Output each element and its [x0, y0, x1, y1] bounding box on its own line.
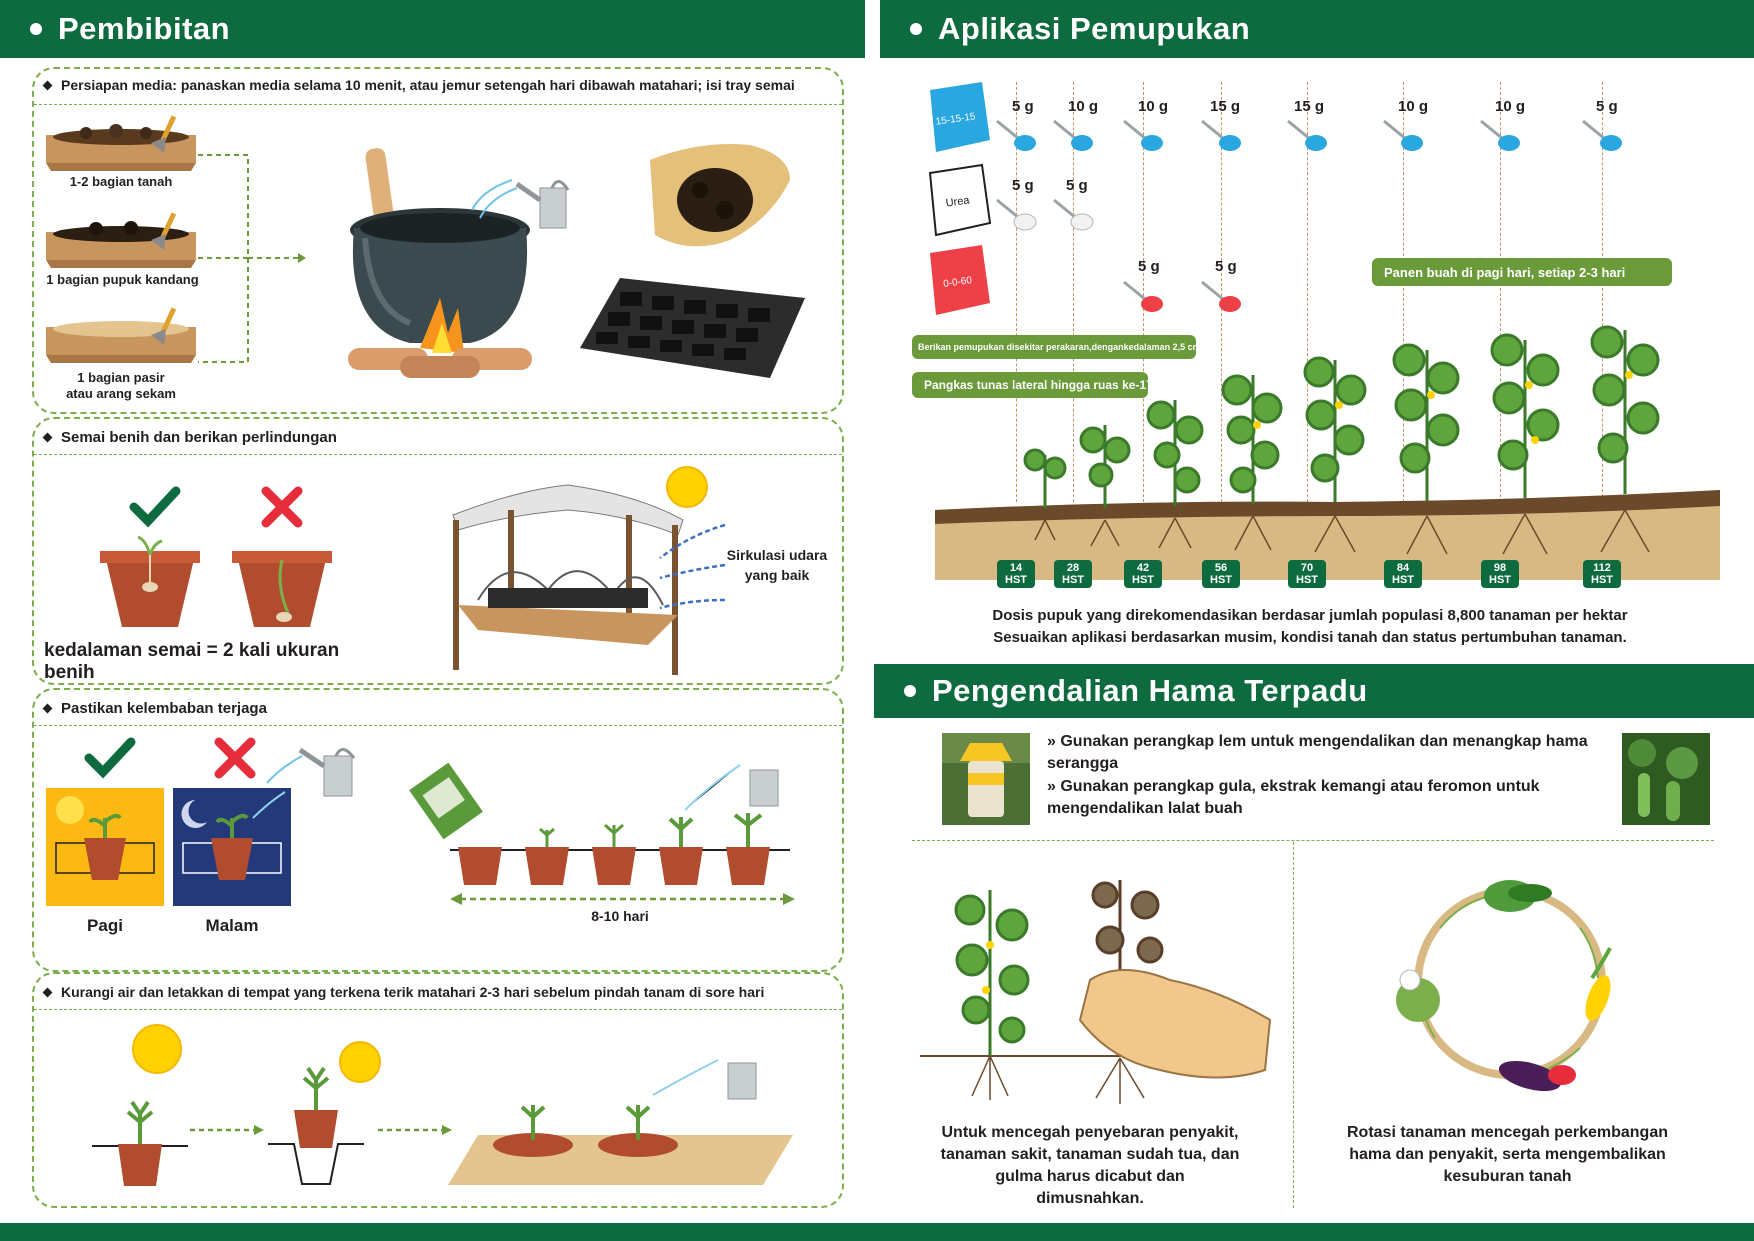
uprooting-plant-icon — [920, 870, 1275, 1110]
sticky-trap-tip: » Gunakan perangkap lem untuk mengendalikan dan menangkap hama serangga — [1047, 733, 1588, 772]
bullet-dot — [30, 23, 42, 35]
npk-spoon-icon — [995, 117, 1037, 153]
npk-dose: 10 g — [1398, 98, 1429, 115]
hst-tag: 42 HST — [1124, 560, 1162, 588]
crop-rotation-cycle-icon — [1380, 868, 1640, 1103]
npk-dose: 5 g — [1596, 98, 1618, 115]
uproot-caption: Untuk mencegah penyebaran penyakit, tanaman sakit, tanaman sudah tua, dan gulma harus dicabut dan dimusnahkan. — [940, 1124, 1240, 1207]
manure-tray-icon — [46, 212, 196, 272]
kcl-spoon-icon — [1200, 278, 1242, 314]
moisture-title — [44, 698, 267, 718]
dashed-arrow-icon — [378, 1124, 453, 1136]
step4-text: Kurangi air dan letakkan di tempat yang terkena terik matahari 2-3 hari sebelum pindah tanam di sore hari — [61, 984, 765, 1000]
npk-dose: 10 g — [1068, 98, 1099, 115]
diamond-bullet-icon — [43, 432, 53, 442]
dashed-arrow-icon — [190, 1124, 265, 1136]
divider — [34, 725, 842, 726]
lifted-seedling-icon — [268, 1052, 364, 1192]
pembibitan-header — [0, 0, 865, 58]
npk-spoon-icon — [1052, 117, 1094, 153]
urea-spoon-icon — [1052, 196, 1094, 232]
apply-note: Berikan pemupukan disekitar perakaran,dengankedalaman 2,5 cm — [912, 335, 1196, 359]
dose-footnote: Dosis pupuk yang direkomendasikan berdasar jumlah populasi 8,800 tanaman per hektar — [992, 607, 1628, 624]
divider — [912, 840, 1714, 841]
vertical-divider — [1293, 842, 1294, 1208]
hst-tag: 70 HST — [1288, 560, 1326, 588]
kcl-bag-icon — [920, 245, 992, 317]
cucumber-growth-stages-icon — [935, 330, 1720, 580]
kcl-bag-label: 0-0-60 — [942, 275, 973, 290]
sticky-trap-photo — [942, 733, 1030, 825]
diamond-bullet-icon — [43, 987, 53, 997]
pemupukan-title: Aplikasi Pemupukan — [938, 11, 1251, 46]
check-icon — [130, 487, 180, 527]
duration-arrow-icon — [450, 892, 795, 906]
kcl-spoon-icon — [1122, 278, 1164, 314]
diamond-bullet-icon — [43, 80, 53, 90]
sowing-depth-text: kedalaman semai = 2 kali ukuran benih — [44, 640, 340, 683]
pot-shallow-seed-icon — [100, 535, 200, 630]
sowing-title — [44, 427, 337, 447]
seedling-growth-row-icon — [450, 755, 795, 895]
watering-can-icon — [462, 170, 582, 235]
urea-dose: 5 g — [1012, 177, 1034, 194]
hst-tag: 112 HST — [1583, 560, 1621, 588]
harvest-note: Panen buah di pagi hari, setiap 2-3 hari — [1372, 258, 1672, 286]
divider — [34, 1009, 842, 1010]
cucumber-photo — [1622, 733, 1710, 825]
urea-bag-icon — [920, 165, 992, 237]
transplant-bed-icon — [448, 1055, 793, 1195]
kcl-dose: 5 g — [1138, 258, 1160, 275]
step3-text: Pastikan kelembaban terjaga — [61, 699, 267, 717]
sun-icon — [665, 465, 709, 509]
bullet-dot — [904, 685, 916, 697]
morning-watering-icon — [46, 788, 164, 906]
soil-tray-icon — [46, 115, 196, 175]
ingredient-soil: 1-2 bagian tanah — [69, 174, 173, 189]
hst-tag: 14 HST — [997, 560, 1035, 588]
check-icon — [85, 738, 135, 778]
npk-bag-label: 15-15-15 — [935, 111, 977, 128]
urea-dose: 5 g — [1066, 177, 1088, 194]
hand-holding-soil-icon — [640, 140, 800, 260]
bullet-dot — [910, 23, 922, 35]
npk-spoon-icon — [1581, 117, 1623, 153]
season-footnote: Sesuaikan aplikasi berdasarkan musim, kondisi tanah dan status pertumbuhan tanaman. — [993, 629, 1627, 646]
hst-tag: 56 HST — [1202, 560, 1240, 588]
sun-icon — [130, 1022, 184, 1076]
kcl-dose: 5 g — [1215, 258, 1237, 275]
npk-dose: 10 g — [1138, 98, 1169, 115]
duration-label: 8-10 hari — [591, 908, 649, 924]
fruitfly-trap-tip: » Gunakan perangkap gula, ekstrak kemangi atau feromon untuk mengendalikan lalat buah — [1047, 778, 1540, 817]
watering-can-icon — [262, 738, 372, 803]
hama-header — [874, 664, 1754, 718]
step1-text: Persiapan media: panaskan media selama 10 menit, atau jemur setengah hari dibawah matahari; isi tray semai — [61, 77, 795, 93]
npk-dose: 15 g — [1294, 98, 1325, 115]
divider — [34, 454, 842, 455]
diamond-bullet-icon — [43, 703, 53, 713]
npk-dose: 5 g — [1012, 98, 1034, 115]
pembibitan-title: Pembibitan — [58, 11, 231, 46]
hst-tag: 28 HST — [1054, 560, 1092, 588]
rotation-caption: Rotasi tanaman mencegah perkembangan hama dan penyakit, serta mengembalikan kesuburan tanah — [1347, 1124, 1668, 1185]
ingredient-sand: 1 bagian pasir atau arang sekam — [66, 370, 176, 401]
hardening-title — [44, 982, 764, 1002]
airflow-label: Sirkulasi udara yang baik — [726, 547, 828, 583]
hst-tag: 98 HST — [1481, 560, 1519, 588]
urea-spoon-icon — [995, 196, 1037, 232]
morning-label: Pagi — [87, 916, 123, 935]
npk-spoon-icon — [1286, 117, 1328, 153]
step2-text: Semai benih dan berikan perlindungan — [61, 428, 337, 446]
hama-title: Pengendalian Hama Terpadu — [932, 673, 1368, 708]
night-watering-icon — [173, 788, 291, 906]
npk-dose: 10 g — [1495, 98, 1526, 115]
potted-seedling-icon — [92, 1090, 188, 1190]
npk-spoon-icon — [1382, 117, 1424, 153]
npk-dose: 15 g — [1210, 98, 1241, 115]
ingredient-manure: 1 bagian pupuk kandang — [46, 272, 199, 287]
npk-spoon-icon — [1479, 117, 1521, 153]
media-preparation-title — [44, 75, 795, 95]
footer-band — [0, 1223, 1754, 1241]
sand-tray-icon — [46, 307, 196, 367]
cross-icon — [215, 738, 255, 778]
cross-icon — [262, 487, 302, 527]
pemupukan-header — [880, 0, 1754, 58]
prune-note: Pangkas tunas lateral hingga ruas ke-17 — [912, 372, 1148, 398]
night-label: Malam — [205, 916, 259, 935]
combine-arrow-icon — [198, 150, 308, 370]
hst-tag: 84 HST — [1384, 560, 1422, 588]
air-circulation-arrows-icon — [650, 520, 730, 630]
seedling-tray-icon — [580, 278, 805, 388]
npk-bag-icon — [920, 82, 992, 154]
pot-deep-seed-icon — [232, 535, 332, 630]
npk-spoon-icon — [1200, 117, 1242, 153]
urea-bag-label: Urea — [944, 194, 971, 210]
npk-spoon-icon — [1122, 117, 1164, 153]
divider — [34, 104, 842, 105]
